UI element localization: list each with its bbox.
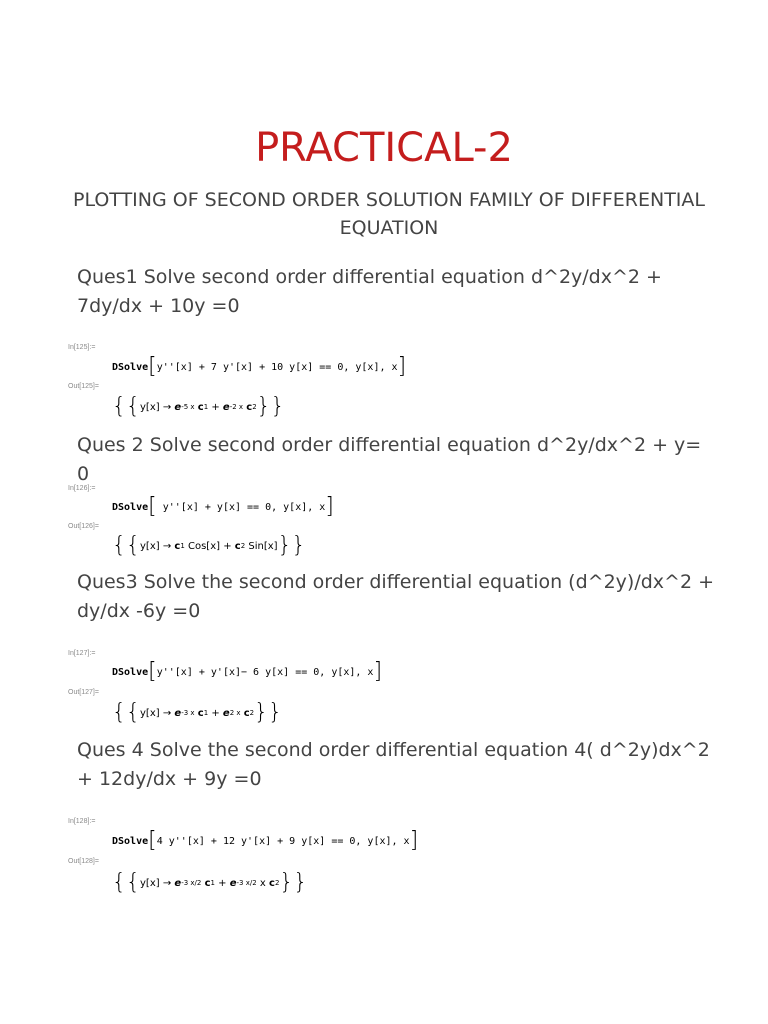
open-bracket: [ (148, 659, 157, 684)
question-3: Ques3 Solve the second order differential equation (d^2y)/dx^2 + dy/dx -6y =0 (77, 571, 714, 622)
open-bracket: [ (148, 828, 157, 853)
question-1: Ques1 Solve second order differential equation d^2y/dx^2 + 7dy/dx + 10y =0 (77, 266, 662, 317)
output-label-2: Out[126]= (68, 523, 99, 530)
output-cell-1: {{ y[x] → e -5 x c 1 + e -2 x c 2 }} (112, 394, 285, 419)
output-cell-4: {{ y[x] → e -3 x/2 c 1 + e -3 x/2 x c 2 }} (112, 870, 308, 895)
input-label-1: In[125]:= (68, 344, 96, 351)
input-label-3: In[127]:= (68, 650, 96, 657)
output-label-1: Out[125]= (68, 383, 99, 390)
output-label-4: Out[128]= (68, 858, 99, 865)
input-args: y''[x] + y'[x]− 6 y[x] == 0, y[x], x (156, 666, 374, 678)
output-cell-2: {{ y[x] → c 1 Cos[x] + c 2 Sin[x] }} (112, 533, 306, 558)
input-cell-3[interactable] (112, 659, 383, 684)
page-title: PRACTICAL-2 (255, 125, 513, 171)
close-bracket: ] (373, 659, 383, 684)
input-args: 4 y''[x] + 12 y'[x] + 9 y[x] == 0, y[x], x (156, 835, 410, 847)
output-cell-3: {{ y[x] → e -3 x c 1 + e 2 x c 2 }} (112, 700, 283, 725)
page-subtitle: PLOTTING OF SECOND ORDER SOLUTION FAMILY OF DIFFERENTIAL EQUATION (72, 189, 705, 239)
open-bracket: [ (148, 354, 157, 379)
input-args: y''[x] + y[x] == 0, y[x], x (156, 501, 326, 513)
input-cell-4[interactable] (112, 828, 419, 853)
function-name: DSolve (112, 361, 149, 373)
output-label-3: Out[127]= (68, 689, 99, 696)
input-args: y''[x] + 7 y'[x] + 10 y[x] == 0, y[x], x (156, 361, 398, 373)
close-bracket: ] (397, 354, 407, 379)
input-label-2: In[126]:= (68, 485, 96, 492)
open-bracket: [ (148, 494, 157, 519)
function-name: DSolve (112, 501, 149, 513)
input-cell-1[interactable] (112, 354, 407, 379)
function-name: DSolve (112, 835, 149, 847)
close-bracket: ] (325, 494, 334, 519)
input-cell-2[interactable] (112, 494, 334, 519)
question-2: Ques 2 Solve second order differential equation d^2y/dx^2 + y= 0 (77, 434, 702, 485)
input-label-4: In[128]:= (68, 818, 96, 825)
question-4: Ques 4 Solve the second order differential equation 4( d^2y)dx^2 + 12dy/dx + 9y =0 (77, 739, 710, 790)
function-name: DSolve (112, 666, 149, 678)
close-bracket: ] (409, 828, 419, 853)
